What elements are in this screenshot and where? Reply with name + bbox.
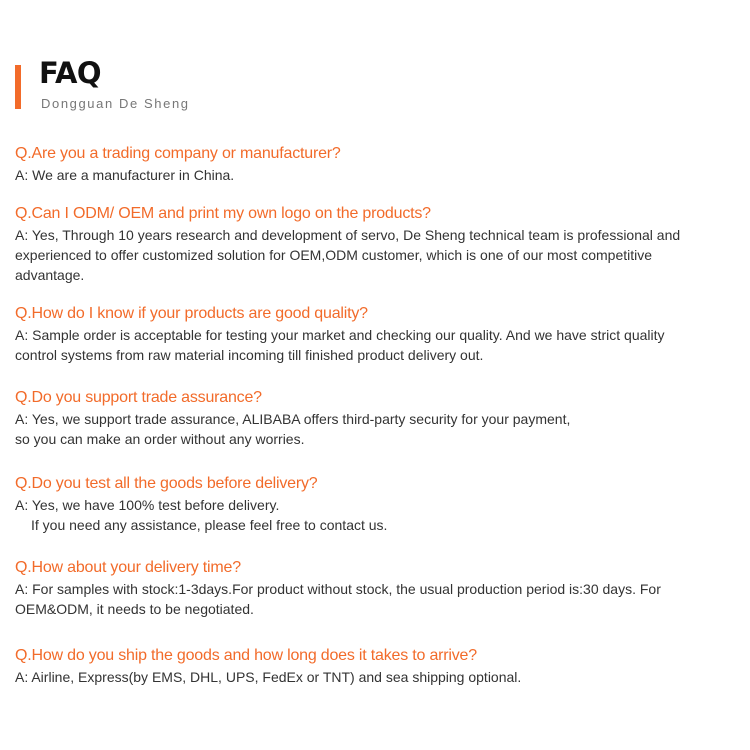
faq-answer-line: A: Sample order is acceptable for testing your market and checking our quality. And we have strict quality: [15, 327, 665, 343]
faq-answer-line: A: Yes, we have 100% test before delivery.: [15, 497, 280, 513]
faq-question: Q.How do you ship the goods and how long does it takes to arrive?: [15, 647, 477, 664]
faq-question: Q.Do you support trade assurance?: [15, 389, 262, 406]
faq-answer-line: A: Yes, Through 10 years research and development of servo, De Sheng technical team is professional and: [15, 227, 681, 243]
faq-item-odm-oem: [15, 203, 705, 285]
faq-question: Q.Are you a trading company or manufacturer?: [15, 145, 341, 162]
faq-answer-line: control systems from raw material incoming till finished product delivery out.: [15, 347, 484, 363]
faq-question: Q.How do I know if your products are good quality?: [15, 305, 368, 322]
faq-item-quality: [15, 303, 705, 365]
faq-answer-line: A: Yes, we support trade assurance, ALIBABA offers third-party security for your payment,: [15, 411, 571, 427]
faq-answer-line: advantage.: [15, 267, 85, 283]
faq-item-trading-company: [15, 143, 705, 185]
faq-answer-line: so you can make an order without any worries.: [15, 431, 305, 447]
page-title: FAQ: [39, 56, 102, 90]
faq-item-trade-assurance: [15, 387, 705, 449]
faq-answer-line: OEM&ODM, it needs to be negotiated.: [15, 601, 254, 617]
accent-bar: [15, 65, 21, 109]
page-subtitle: Dongguan De Sheng: [41, 96, 190, 111]
faq-item-shipping: [15, 645, 705, 687]
faq-question: Q.Can I ODM/ OEM and print my own logo on the products?: [15, 205, 431, 222]
faq-header: [15, 58, 415, 114]
faq-answer-line: If you need any assistance, please feel free to contact us.: [31, 517, 388, 533]
faq-answer-line: A: We are a manufacturer in China.: [15, 167, 235, 183]
faq-item-testing: [15, 473, 705, 535]
faq-answer-line: A: For samples with stock:1-3days.For product without stock, the usual production period is:30 days. For: [15, 581, 661, 597]
faq-question: Q.Do you test all the goods before delivery?: [15, 475, 318, 492]
faq-answer-line: A: Airline, Express(by EMS, DHL, UPS, FedEx or TNT) and sea shipping optional.: [15, 669, 522, 685]
faq-answer-line: experienced to offer customized solution for OEM,ODM customer, which is one of our most competitive: [15, 247, 653, 263]
faq-question: Q.How about your delivery time?: [15, 559, 241, 576]
faq-item-delivery-time: [15, 557, 705, 619]
